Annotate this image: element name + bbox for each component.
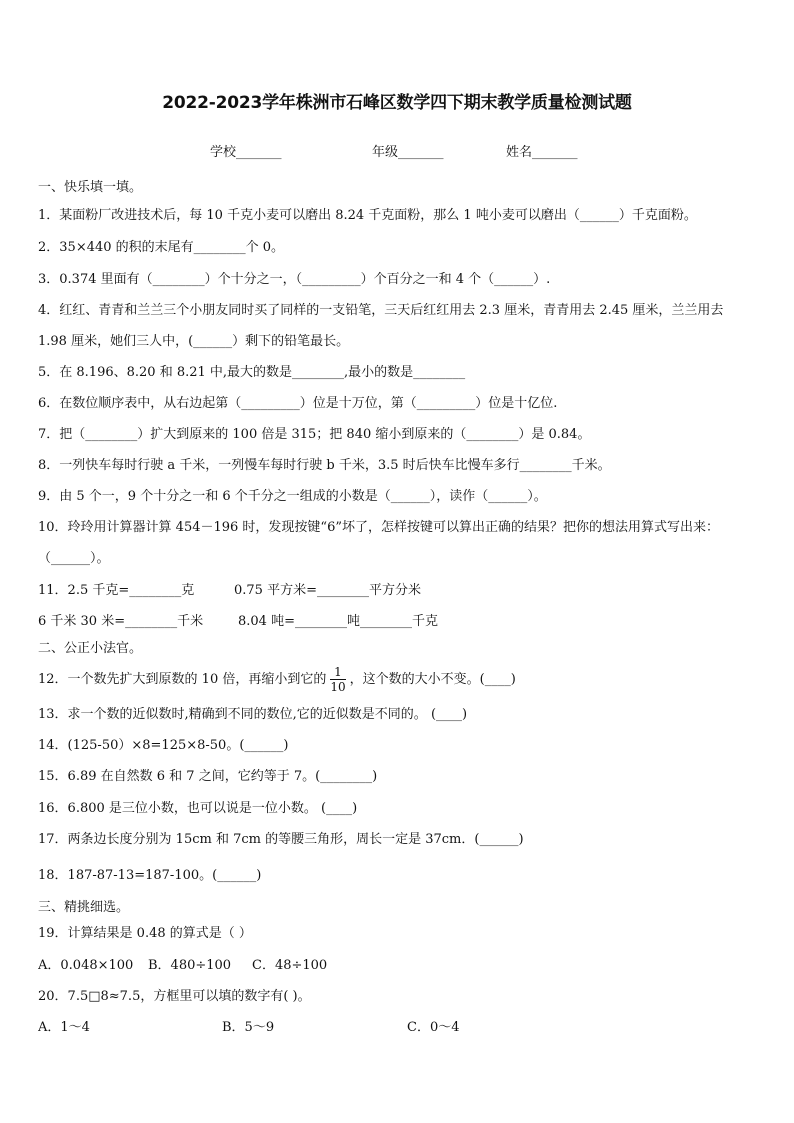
question-10-line-1: 10．玲玲用计算器计算 454－196 时，发现按键“6”坏了，怎样按键可以算出正确的结果？把你的想法用算式写出来： xyxy=(38,520,719,535)
fraction-denominator: 10 xyxy=(330,680,346,694)
question-6: 6．在数位顺序表中，从右边起第（_________）位是十万位，第（_________）位是十亿位. xyxy=(38,396,558,411)
question-11-b: 0.75 平方米=________平方分米 xyxy=(234,583,421,598)
question-17: 17．两条边长度分别为 15cm 和 7cm 的等腰三角形，周长一定是 37cm．(______) xyxy=(38,832,524,847)
section-heading-2: 二、公正小法官。 xyxy=(38,641,143,656)
question-20-option-b: B．5～9 xyxy=(222,1020,275,1035)
question-5: 5．在 8.196、8.20 和 8.21 中,最大的数是________,最小的数是________ xyxy=(38,365,466,380)
question-4-line-1: 4．红红、青青和兰兰三个小朋友同时买了同样的一支铅笔，三天后红红用去 2.3 厘米，青青用去 2.45 厘米，兰兰用去 xyxy=(38,303,724,318)
question-14: 14．(125-50）×8=125×8-50。(______) xyxy=(38,738,289,753)
question-12-answer: ，这个数的大小不变。(____) xyxy=(349,672,516,687)
question-12 xyxy=(38,663,762,697)
question-11-a: 11．2.5 千克=________克 xyxy=(38,583,195,598)
question-20: 20．7.5□8≈7.5，方框里可以填的数字有( )。 xyxy=(38,989,311,1004)
school-field: 学校_______ xyxy=(210,145,282,160)
fraction-one-tenth xyxy=(330,665,345,694)
question-15: 15．6.89 在自然数 6 和 7 之间，它约等于 7。(________) xyxy=(38,769,378,784)
section-heading-1: 一、快乐填一填。 xyxy=(38,180,143,195)
question-20-option-c: C．0～4 xyxy=(407,1020,460,1035)
question-19-option-b: B．480÷100 xyxy=(148,958,232,973)
exam-title: 2022-2023学年株洲市石峰区数学四下期末教学质量检测试题 xyxy=(162,93,632,113)
question-11-d: 8.04 吨=________吨________千克 xyxy=(238,614,438,629)
fraction-numerator: 1 xyxy=(330,665,345,680)
question-7: 7．把（________）扩大到原来的 100 倍是 315；把 840 缩小到原来的（________）是 0.84。 xyxy=(38,427,591,442)
question-13: 13．求一个数的近似数时,精确到不同的数位,它的近似数是不同的。 (____) xyxy=(38,707,468,722)
question-12-text: 12．一个数先扩大到原数的 10 倍，再缩小到它的 xyxy=(38,672,327,687)
question-10-line-2: （______）。 xyxy=(38,551,110,566)
question-20-option-a: A．1～4 xyxy=(38,1020,90,1035)
question-1: 1．某面粉厂改进技术后，每 10 千克小麦可以磨出 8.24 千克面粉，那么 1 吨小麦可以磨出（______）千克面粉。 xyxy=(38,208,697,223)
question-4-line-2: 1.98 厘米，她们三人中，(______）剩下的铅笔最长。 xyxy=(38,334,350,349)
question-11-c: 6 千米 30 米=________千米 xyxy=(38,614,204,629)
question-2: 2．35×440 的积的末尾有________个 0。 xyxy=(38,240,285,255)
section-heading-3: 三、精挑细选。 xyxy=(38,900,130,915)
question-19: 19．计算结果是 0.48 的算式是（ ） xyxy=(38,926,252,941)
question-9: 9．由 5 个一，9 个十分之一和 6 个千分之一组成的小数是（______），读作（______）。 xyxy=(38,489,547,504)
question-19-option-a: A．0.048×100 xyxy=(38,958,134,973)
name-field: 姓名_______ xyxy=(506,145,578,160)
question-18: 18．187-87-13=187-100。(______) xyxy=(38,868,262,883)
question-3: 3．0.374 里面有（________）个十分之一，（_________）个百分之一和 4 个（______）. xyxy=(38,272,551,287)
grade-field: 年级_______ xyxy=(372,145,444,160)
question-8: 8．一列快车每时行驶 a 千米，一列慢车每时行驶 b 千米，3.5 时后快车比慢车多行________千米。 xyxy=(38,458,611,473)
question-16: 16．6.800 是三位小数，也可以说是一位小数。 (____) xyxy=(38,801,358,816)
question-19-option-c: C．48÷100 xyxy=(252,958,328,973)
